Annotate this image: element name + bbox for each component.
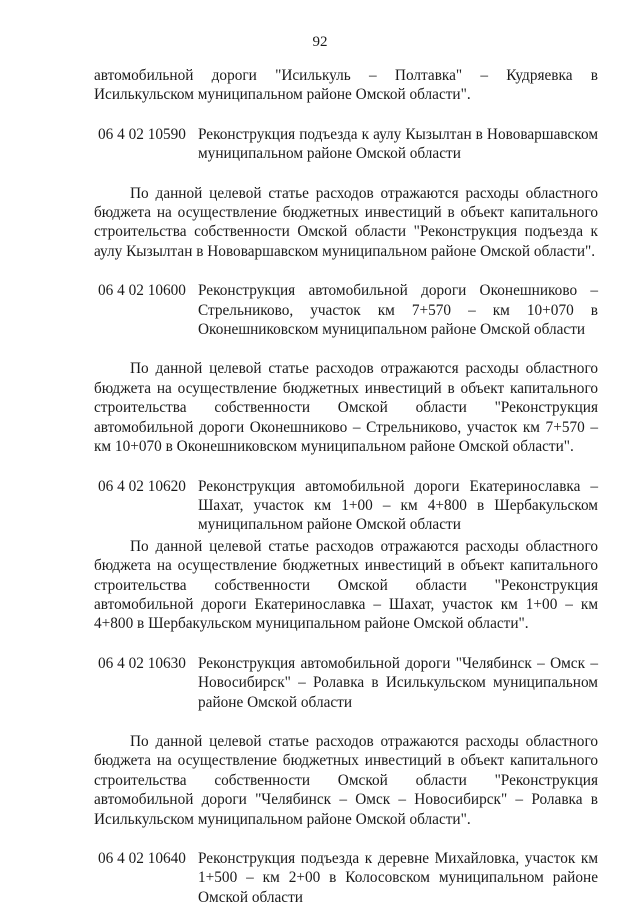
budget-entry-10640 [94, 849, 598, 907]
entry-code: 06 4 02 10640 [98, 850, 186, 867]
entry-title: Реконструкция подъезда к деревне Михайловка, участок км 1+500 – км 2+00 в Колосовском муниципальном районе Омской области [198, 850, 598, 906]
entry-code: 06 4 02 10600 [98, 282, 186, 300]
page-number: 92 [312, 34, 328, 50]
entry-code: 06 4 02 10630 [98, 654, 186, 672]
paragraph-description-10620: По данной целевой статье расходов отражаются расходы областного бюджета на осуществление бюджетных инвестиций в объект капитального строительства собственности Омской области "Реконструкция автомобильной дороги Екатеринославка – Шахат, участок км 1+00 – км 4+800 в Шербакульском муниципальном районе Омской области". [94, 537, 598, 633]
paragraph-description-10630: По данной целевой статье расходов отражаются расходы областного бюджета на осуществление бюджетных инвестиций в объект капитального строительства собственности Омской области "Реконструкция автомобильной дороги "Челябинск – Омск – Новосибирск" – Ролавка в Исилькульском муниципальном районе Омской области". [94, 732, 598, 828]
entry-title: Реконструкция подъезда к аулу Кызылтан в Нововаршавском муниципальном районе Омской области [198, 125, 598, 163]
entry-title: Реконструкция автомобильной дороги "Челябинск – Омск – Новосибирск" – Ролавка в Исилькульском муниципальном районе Омской области [198, 654, 598, 711]
paragraph-description-10600: По данной целевой статье расходов отражаются расходы областного бюджета на осуществление бюджетных инвестиций в объект капитального строительства собственности Омской области "Реконструкция автомобильной дороги Оконешниково – Стрельниково, участок км 7+570 – км 10+070 в Оконешниковском муниципальном районе Омской области". [94, 360, 598, 456]
entry-title: Реконструкция автомобильной дороги Оконешниково – Стрельниково, участок км 7+570 – км 10+070 в Оконешниковском муниципальном районе Омской области [198, 282, 598, 339]
budget-entry-10590 [94, 125, 598, 164]
budget-entry-10630 [94, 654, 598, 712]
budget-entry-10600 [94, 281, 598, 339]
document-body [94, 66, 598, 907]
entry-code: 06 4 02 10590 [98, 125, 186, 143]
paragraph-continuation: автомобильной дороги "Исилькуль – Полтавка" – Кудряевка в Исилькульском муниципальном районе Омской области". [94, 67, 598, 104]
budget-entry-10620 [94, 477, 598, 535]
entry-title: Реконструкция автомобильной дороги Екатеринославка – Шахат, участок км 1+00 – км 4+800 в Шербакульском муниципальном районе Омской области [198, 477, 598, 534]
paragraph-description-10590: По данной целевой статье расходов отражаются расходы областного бюджета на осуществление бюджетных инвестиций в объект капитального строительства собственности Омской области "Реконструкция подъезда к аулу Кызылтан в Нововаршавском муниципальном районе Омской области". [94, 184, 598, 260]
entry-code: 06 4 02 10620 [98, 477, 186, 495]
